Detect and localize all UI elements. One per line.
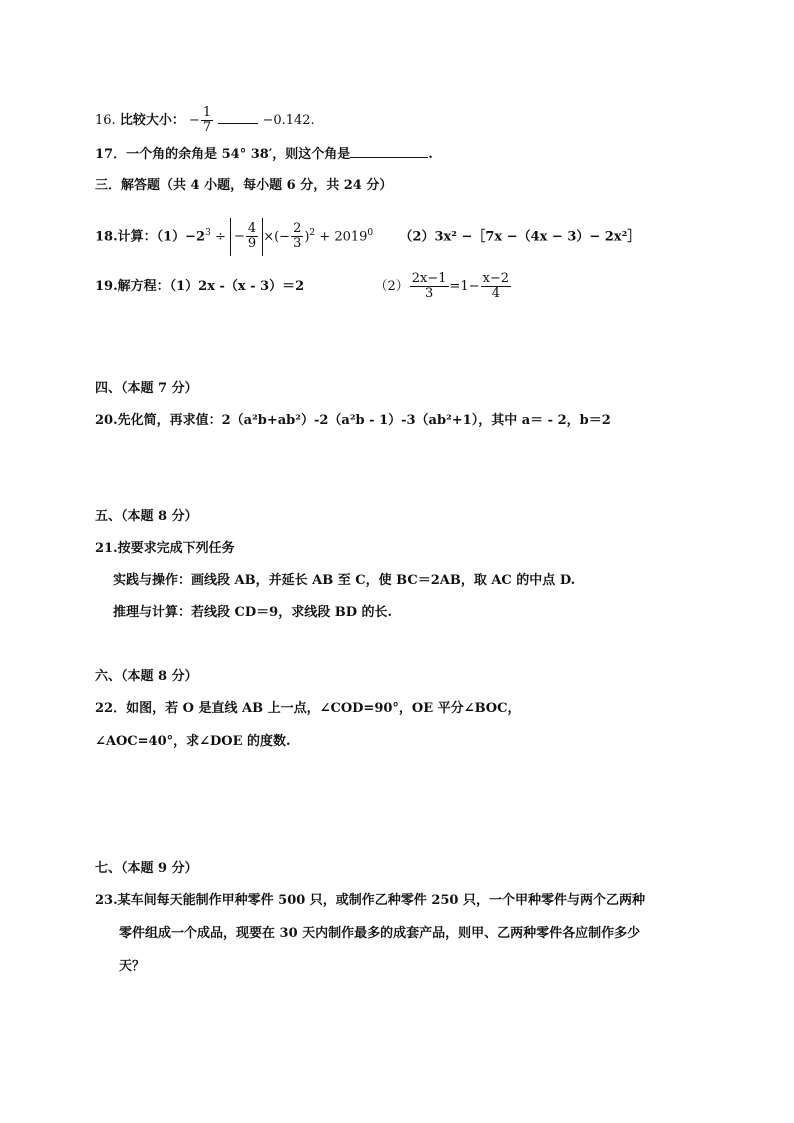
q18-plus: + 2019 — [315, 229, 368, 245]
q19-part2: （2） — [374, 279, 409, 294]
q19-f1-num: 2x−1 — [411, 271, 447, 286]
q16-answer-blank — [218, 111, 258, 124]
question-21-line-1: 实践与操作：画线段 AB，并延长 AB 至 C，使 BC＝2AB，取 AC 的中点 D. — [113, 573, 576, 588]
q18-abs-fraction — [246, 222, 258, 251]
q18-abs-den: 9 — [247, 236, 257, 252]
question-18 — [95, 213, 640, 257]
q19-eq: =1− — [449, 279, 480, 294]
q19-lead: 19.解方程：（1）2x -（x - 3）＝2 — [95, 279, 305, 294]
q18-abs-num: 4 — [247, 221, 257, 237]
q19-f1-den: 3 — [424, 286, 434, 301]
q18-year-exp: 0 — [367, 228, 374, 238]
q18-p-num: 2 — [293, 221, 302, 237]
q18-mul: ×(− — [263, 229, 291, 245]
q18-absolute-value — [230, 218, 263, 256]
question-23-line-3: 天？ — [119, 959, 146, 974]
q18-lead: 18.计算：（1）−2 — [95, 229, 206, 245]
q17-text: 17．一个角的余角是 54° 38′，则这个角是 — [95, 147, 351, 162]
q19-f2-den: 4 — [491, 286, 500, 301]
q18-div: ÷ — [210, 229, 231, 245]
q19-fraction-2 — [481, 272, 512, 301]
question-22-line-1: 22．如图，若 O 是直线 AB 上一点，∠COD=90°，OE 平分∠BOC， — [95, 701, 521, 716]
q18-abs-neg: − — [234, 228, 245, 244]
q17-end: . — [428, 147, 433, 162]
section-5-title: 五、（本题 8 分） — [95, 509, 198, 524]
question-21-title: 21.按要求完成下列任务 — [95, 541, 235, 556]
question-19 — [95, 270, 512, 304]
section-4-title: 四、（本题 7 分） — [95, 381, 198, 396]
section-6-title: 六、（本题 8 分） — [95, 669, 198, 684]
q16-frac-num: 1 — [202, 105, 212, 120]
question-23-line-1: 23.某车间每天能制作甲种零件 500 只，或制作乙种零件 250 只，一个甲种零件与两个乙两种 — [95, 893, 645, 908]
section-3-title: 三．解答题（共 4 小题，每小题 6 分，共 24 分） — [95, 178, 393, 193]
q16-number: 16. — [95, 113, 116, 128]
q19-fraction-1 — [410, 272, 449, 301]
question-21-line-2: 推理与计算：若线段 CD＝9，求线段 BD 的长. — [113, 605, 393, 620]
q16-right: −0.142. — [262, 113, 315, 128]
q19-f2-num: x−2 — [482, 271, 510, 286]
q17-answer-blank — [350, 145, 428, 158]
q18-p-exp: 2 — [309, 228, 316, 238]
q18-part2: （2）3x² −［7x −（4x − 3）− 2x²］ — [399, 229, 641, 245]
question-16 — [95, 106, 315, 135]
q16-neg-sign: − — [188, 113, 200, 128]
q16-fraction — [201, 106, 213, 135]
question-23-line-2: 零件组成一个成品，现要在 30 天内制作最多的成套产品，则甲、乙两种零件各应制作多少 — [119, 926, 641, 941]
question-17 — [95, 145, 433, 164]
q18-p-den: 3 — [293, 236, 302, 252]
question-20: 20.先化简，再求值：2（a²b+ab²）-2（a²b - 1）-3（ab²+1），其中 a＝ - 2，b＝2 — [95, 413, 611, 428]
q18-exp: 3 — [205, 228, 211, 238]
q18-paren-fraction — [291, 222, 303, 251]
q16-text: 比较大小： — [119, 113, 185, 128]
q16-frac-den: 7 — [202, 120, 212, 135]
q18-close: ) — [304, 229, 310, 245]
section-7-title: 七、（本题 9 分） — [95, 861, 198, 876]
question-22-line-2: ∠AOC=40°，求∠DOE 的度数. — [95, 734, 291, 749]
